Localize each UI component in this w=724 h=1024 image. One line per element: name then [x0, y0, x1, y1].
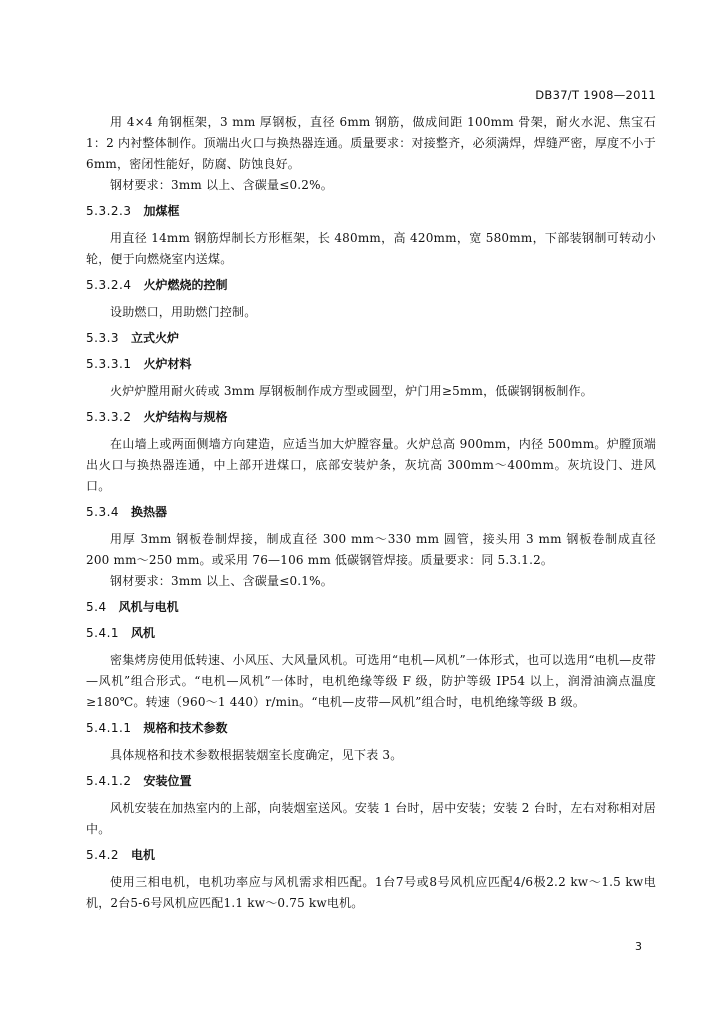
section-heading	[86, 408, 656, 426]
paragraph: 火炉炉膛用耐火砖或 3mm 厚钢板制作成方型或圆型，炉门用≥5mm，低碳钢钢板制作。	[110, 384, 593, 398]
document-body	[86, 112, 656, 920]
section-title: 火炉燃烧的控制	[143, 278, 228, 292]
paragraph: 钢材要求：3mm 以上、含碳量≤0.1%。	[110, 574, 333, 588]
section-heading	[86, 598, 656, 616]
paragraph: 钢材要求：3mm 以上、含碳量≤0.2%。	[110, 178, 333, 192]
section-heading	[86, 329, 656, 347]
section-heading	[86, 624, 656, 642]
section-heading	[86, 276, 656, 294]
paragraph: 密集烤房使用低转速、小风压、大风量风机。可选用“电机—风机”一体形式，也可以选用“电机—皮带—风机”组合形式。“电机—风机”一体时，电机绝缘等级 F 级，防护等级 IP54 以上，润滑油滴点温度≥180℃。转速（960～1 440）r/min。“电机—皮带—风机”组合时，电机绝缘等级 B 级。	[86, 653, 656, 709]
section-number: 5.4.2	[86, 848, 120, 862]
page-number: 3	[635, 940, 642, 953]
section-number: 5.3.3	[86, 331, 120, 345]
paragraph: 用厚 3mm 钢板卷制焊接，制成直径 300 mm～330 mm 圆管，接头用 3 mm 钢板卷制成直径 200 mm～250 mm。或采用 76—106 mm 低碳钢管焊接。质量要求：同 5.3.1.2。	[86, 532, 656, 567]
section-heading	[86, 355, 656, 373]
paragraph: 用直径 14mm 钢筋焊制长方形框架，长 480mm，高 420mm，宽 580mm，下部装钢制可转动小轮，便于向燃烧室内送煤。	[86, 231, 656, 266]
section-title: 电机	[131, 848, 156, 862]
section-title: 风机与电机	[118, 600, 179, 614]
section-heading	[86, 503, 656, 521]
section-number: 5.3.2.4	[86, 278, 132, 292]
section-heading	[86, 719, 656, 737]
section-title: 换热器	[131, 505, 168, 519]
section-number: 5.3.4	[86, 505, 120, 519]
section-number: 5.4	[86, 600, 107, 614]
section-number: 5.4.1.1	[86, 721, 132, 735]
section-number: 5.4.1.2	[86, 774, 132, 788]
section-title: 立式火炉	[131, 331, 180, 345]
paragraph: 使用三相电机，电机功率应与风机需求相匹配。1台7号或8号风机应匹配4/6极2.2 kw～1.5 kw电机，2台5-6号风机应匹配1.1 kw～0.75 kw电机。	[86, 875, 656, 910]
section-number: 5.3.3.1	[86, 357, 132, 371]
section-title: 安装位置	[143, 774, 192, 788]
section-title: 火炉材料	[143, 357, 192, 371]
paragraph: 用 4×4 角钢框架，3 mm 厚钢板，直径 6mm 钢筋，做成间距 100mm 骨架，耐火水泥、焦宝石 1：2 内衬整体制作。顶端出火口与换热器连通。质量要求：对接整齐，必须满焊，焊缝严密，厚度不小于 6mm，密闭性能好，防腐、防蚀良好。	[86, 115, 656, 171]
section-title: 加煤框	[143, 204, 180, 218]
section-heading	[86, 772, 656, 790]
standard-code: DB37/T 1908—2011	[535, 88, 656, 102]
section-title: 风机	[131, 626, 156, 640]
section-number: 5.3.2.3	[86, 204, 132, 218]
paragraph: 风机安装在加热室内的上部，向装烟室送风。安装 1 台时，居中安装；安装 2 台时，左右对称相对居中。	[86, 801, 656, 836]
paragraph: 在山墙上或两面侧墙方向建造，应适当加大炉膛容量。火炉总高 900mm，内径 500mm。炉膛顶端出火口与换热器连通，中上部开进煤口，底部安装炉条，灰坑高 300mm～400mm。灰坑设门、进风口。	[86, 437, 656, 493]
section-title: 规格和技术参数	[143, 721, 228, 735]
section-title: 火炉结构与规格	[143, 410, 228, 424]
section-heading	[86, 202, 656, 220]
paragraph: 设助燃口，用助燃门控制。	[110, 305, 257, 319]
paragraph: 具体规格和技术参数根据装烟室长度确定，见下表 3。	[110, 748, 403, 762]
section-number: 5.3.3.2	[86, 410, 132, 424]
section-heading	[86, 846, 656, 864]
section-number: 5.4.1	[86, 626, 120, 640]
